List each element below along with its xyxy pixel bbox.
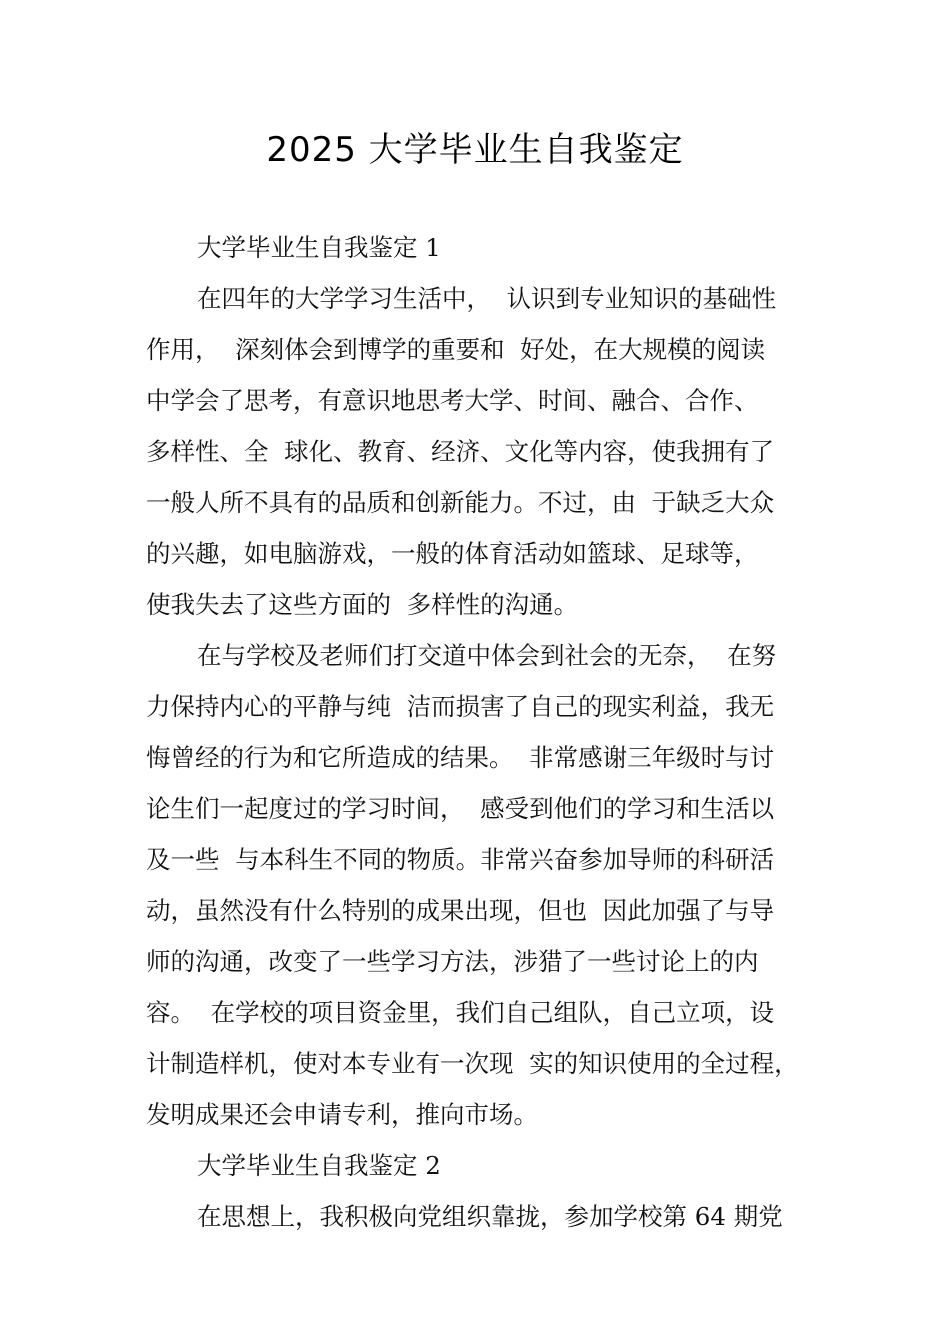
paragraph-line: 的兴趣，如电脑游戏，一般的体育活动如篮球、足球等， — [146, 539, 759, 568]
section-heading-2: 大学毕业生自我鉴定 2 — [197, 1151, 441, 1180]
paragraph-line: 论生们一起度过的学习时间， 感受到他们的学习和生活以 — [146, 794, 775, 823]
paragraph-line: 多样性、全 球化、教育、经济、文化等内容，使我拥有了 — [146, 437, 775, 466]
paragraph-line: 在四年的大学学习生活中， 认识到专业知识的基础性 — [197, 284, 777, 313]
paragraph-line: 作用， 深刻体会到博学的重要和 好处，在大规模的阅读 — [146, 335, 766, 364]
document-title: 2025 大学毕业生自我鉴定 — [266, 130, 684, 170]
paragraph-line: 动，虽然没有什么特别的成果出现，但也 因此加强了与导 — [146, 896, 775, 925]
paragraph-line: 师的沟通，改变了一些学习方法，涉猎了一些讨论上的内 — [146, 947, 759, 976]
paragraph-line: 容。 在学校的项目资金里，我们自己组队，自己立项，设 — [146, 998, 775, 1027]
paragraph-line: 中学会了思考，有意识地思考大学、时间、融合、合作、 — [146, 386, 759, 415]
paragraph-line: 悔曾经的行为和它所造成的结果。 非常感谢三年级时与讨 — [146, 743, 775, 772]
paragraph-line: 一般人所不具有的品质和创新能力。不过，由 于缺乏大众 — [146, 488, 775, 517]
paragraph-line: 力保持内心的平静与纯 洁而损害了自己的现实利益，我无 — [146, 692, 775, 721]
paragraph-line: 计制造样机，使对本专业有一次现 实的知识使用的全过程， — [146, 1049, 799, 1078]
paragraph-line: 使我失去了这些方面的 多样性的沟通。 — [146, 590, 579, 619]
paragraph-line: 及一些 与本科生不同的物质。非常兴奋参加导师的科研活 — [146, 845, 775, 874]
paragraph-line: 在思想上，我积极向党组织靠拢，参加学校第 64 期党 — [197, 1202, 783, 1231]
paragraph-line: 发明成果还会申请专利，推向市场。 — [146, 1100, 538, 1129]
paragraph-line: 在与学校及老师们打交道中体会到社会的无奈， 在努 — [197, 641, 777, 670]
section-heading-1: 大学毕业生自我鉴定 1 — [197, 233, 441, 262]
